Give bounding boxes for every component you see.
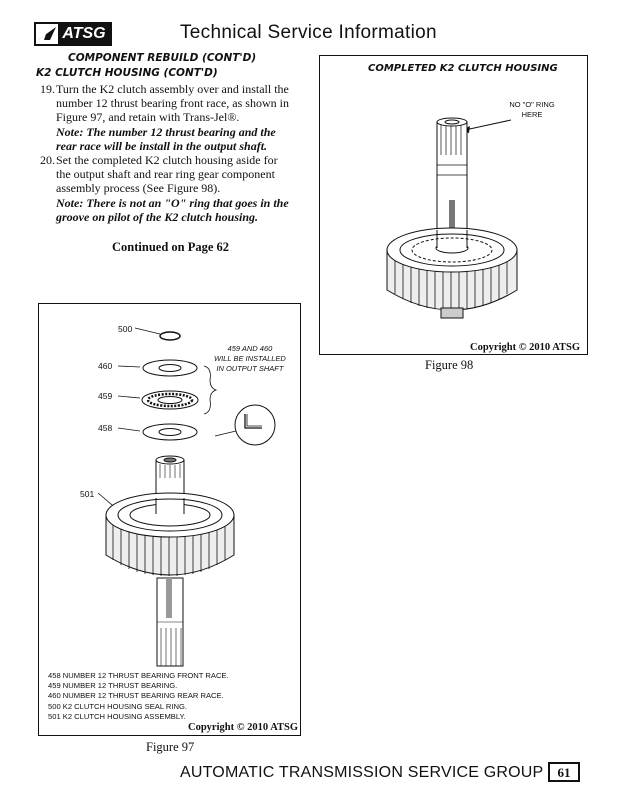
part-label-458: 458 bbox=[98, 423, 113, 433]
legend-item: 458 NUMBER 12 THRUST BEARING FRONT RACE. bbox=[48, 671, 229, 680]
note-line: IN OUTPUT SHAFT bbox=[216, 364, 284, 373]
figure-97-label: Figure 97 bbox=[146, 740, 195, 754]
legend-item: 501 K2 CLUTCH HOUSING ASSEMBLY. bbox=[48, 711, 186, 721]
atsg-logo bbox=[34, 22, 112, 46]
note-line: WILL BE INSTALLED bbox=[214, 354, 286, 363]
step-number: 19. bbox=[40, 82, 55, 96]
page-title: Technical Service Information bbox=[180, 22, 437, 43]
step-number: 20. bbox=[40, 153, 55, 167]
legend-item: 500 K2 CLUTCH HOUSING SEAL RING. bbox=[48, 701, 187, 711]
step-19 bbox=[40, 82, 292, 153]
figure-97-copyright: Copyright © 2010 ATSG bbox=[188, 722, 299, 733]
part-label-460: 460 bbox=[98, 361, 113, 371]
figure-98-copyright: Copyright © 2010 ATSG bbox=[470, 342, 581, 353]
legend-item: 459 NUMBER 12 THRUST BEARING. bbox=[48, 681, 178, 691]
part-label-500: 500 bbox=[118, 324, 133, 334]
footer-text: AUTOMATIC TRANSMISSION SERVICE GROUP bbox=[180, 764, 544, 781]
step-text: Turn the K2 clutch assembly over and install the number 12 thrust bearing front race, as shown in Figure 97, and retain with Trans-Jel®. bbox=[56, 82, 289, 125]
callout-line: NO "O" RING bbox=[509, 100, 555, 109]
callout-line: HERE bbox=[521, 110, 543, 119]
atsg-logo-icon bbox=[36, 24, 58, 44]
figure-98-title: COMPLETED K2 CLUTCH HOUSING bbox=[368, 63, 558, 74]
step-note: Note: The number 12 thrust bearing and the rear race will be install in the output shaft. bbox=[56, 124, 276, 153]
logo-text: ATSG bbox=[58, 24, 110, 44]
continued-notice: Continued on Page 62 bbox=[112, 240, 230, 254]
step-text: Set the completed K2 clutch housing aside for the output shaft and rear ring gear component assembly process (See Figure 98). bbox=[56, 153, 278, 196]
figure-98-label: Figure 98 bbox=[425, 358, 474, 372]
parts-legend bbox=[48, 671, 229, 722]
legend-item: 460 NUMBER 12 THRUST BEARING REAR RACE. bbox=[48, 691, 224, 701]
part-label-459: 459 bbox=[98, 391, 113, 401]
note-line: 459 AND 460 bbox=[227, 344, 273, 353]
k2-clutch-housing-illustration bbox=[325, 80, 583, 335]
section-heading: COMPONENT REBUILD (CONT'D) bbox=[68, 52, 257, 64]
step-note: Note: There is not an "O" ring that goes in the groove on pilot of the K2 clutch housing. bbox=[56, 195, 289, 224]
part-label-501: 501 bbox=[80, 489, 95, 499]
step-20 bbox=[40, 153, 292, 224]
section-subheading: K2 CLUTCH HOUSING (CONT'D) bbox=[36, 67, 218, 79]
exploded-view-illustration bbox=[40, 310, 298, 670]
page-number: 61 bbox=[548, 762, 580, 782]
